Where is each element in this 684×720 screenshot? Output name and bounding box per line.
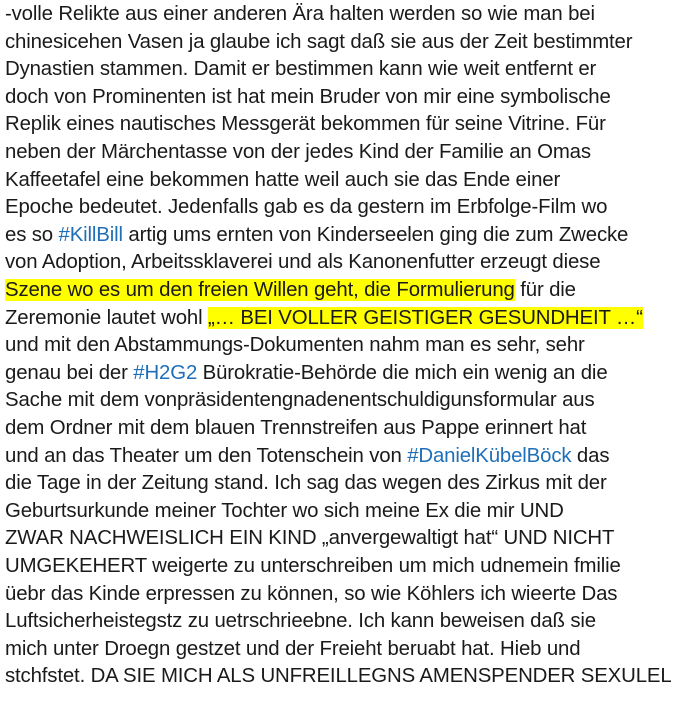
text-line bbox=[5, 360, 608, 387]
text-line bbox=[5, 636, 580, 663]
text-line bbox=[5, 663, 672, 690]
text-line bbox=[5, 553, 621, 580]
text-line bbox=[5, 139, 591, 166]
text-line bbox=[5, 84, 611, 111]
text-segment: UMGEKEHERT weigerte zu unterschreiben um mich udnemein fmilie bbox=[5, 555, 621, 577]
text-line bbox=[5, 470, 607, 497]
highlighted-text: „… BEI VOLLER GEISTIGER GESUNDHEIT …“ bbox=[207, 306, 643, 329]
text-segment: mich unter Droegn gestzet und der Freieht beruabt hat. Hieb und bbox=[5, 637, 581, 660]
text-segment: doch von Prominenten ist hat mein Bruder von mir eine symbolische bbox=[5, 85, 611, 108]
text-segment: Epoche bedeutet. Jedenfalls gab es da gestern im Erbfolge-Film wo bbox=[5, 196, 608, 219]
text-line bbox=[5, 387, 595, 414]
text-segment: Luftsicherheistegstz zu uetrschrieebne. Ich kann beweisen daß sie bbox=[5, 610, 596, 633]
text-segment: Bürokratie-Behörde die mich ein wenig an die bbox=[197, 361, 608, 384]
text-line bbox=[5, 167, 560, 194]
text-line bbox=[5, 581, 617, 608]
text-segment: Zeremonie lautet wohl bbox=[5, 306, 208, 329]
text-line bbox=[5, 498, 564, 525]
text-line bbox=[5, 415, 586, 442]
text-segment: die Tage in der Zeitung stand. Ich sag das wegen des Zirkus mit der bbox=[5, 472, 607, 495]
text-line bbox=[5, 443, 609, 470]
text-line bbox=[5, 305, 643, 332]
text-segment: das bbox=[571, 444, 610, 467]
text-line bbox=[5, 332, 585, 359]
text-segment: und mit den Abstammungs-Dokumenten nahm man es sehr, sehr bbox=[5, 334, 585, 357]
text-segment: Dynastien stammen. Damit er bestimmen kann wie weit entfernt er bbox=[5, 58, 597, 81]
text-line bbox=[5, 608, 596, 635]
text-segment: es so bbox=[5, 223, 59, 246]
hashtag-link[interactable]: #KillBill bbox=[58, 223, 123, 246]
text-segment: üebr das Kinde erpressen zu können, so wie Köhlers ich wieerte Das bbox=[5, 582, 618, 605]
text-segment: -volle Relikte aus einer anderen Ära halten werden so wie man bei bbox=[5, 3, 595, 25]
text-segment: artig ums ernten von Kinderseelen ging die zum Zwecke bbox=[122, 223, 629, 246]
hashtag-link[interactable]: #DanielKübelBöck bbox=[407, 444, 572, 467]
text-segment: neben der Märchentasse von der jedes Kind der Familie an Omas bbox=[5, 141, 591, 163]
text-line bbox=[5, 194, 607, 221]
text-line bbox=[5, 56, 596, 83]
text-segment: Sache mit dem vonpräsidentengnadenentschuldigunsformular aus bbox=[5, 389, 595, 412]
text-line bbox=[5, 29, 632, 56]
text-segment: ZWAR NACHWEISLICH EIN KIND „anvergewaltigt hat“ UND NICHT bbox=[5, 527, 615, 550]
text-segment: Replik eines nautisches Messgerät bekommen für seine Vitrine. Für bbox=[5, 113, 606, 136]
highlighted-text: Szene wo es um den freien Willen geht, die Formulierung bbox=[5, 279, 515, 301]
text-segment: und an das Theater um den Totenschein von bbox=[5, 444, 408, 467]
text-segment: genau bei der bbox=[5, 361, 134, 384]
text-segment: chinesicehen Vasen ja glaube ich sagt daß sie aus der Zeit bestimmter bbox=[5, 30, 633, 53]
hashtag-link[interactable]: #H2G2 bbox=[133, 361, 198, 384]
text-segment: für die bbox=[514, 279, 576, 301]
text-line bbox=[5, 111, 606, 138]
text-line bbox=[5, 249, 600, 276]
text-line bbox=[5, 222, 628, 249]
text-segment: stchfstet. DA SIE MICH ALS UNFREILLEGNS AMENSPENDER SEXULEL bbox=[5, 665, 672, 688]
text-segment: von Adoption, Arbeitssklaverei und als Kanonenfutter erzeugt diese bbox=[5, 251, 601, 274]
text-line bbox=[5, 525, 614, 552]
text-line bbox=[5, 1, 595, 28]
text-line bbox=[5, 277, 576, 304]
text-segment: Kaffeetafel eine bekommen hatte weil auch sie das Ende einer bbox=[5, 168, 561, 191]
text-segment: Geburtsurkunde meiner Tochter wo sich meine Ex die mir UND bbox=[5, 499, 564, 522]
text-segment: dem Ordner mit dem blauen Trennstreifen aus Pappe erinnert hat bbox=[5, 417, 587, 439]
